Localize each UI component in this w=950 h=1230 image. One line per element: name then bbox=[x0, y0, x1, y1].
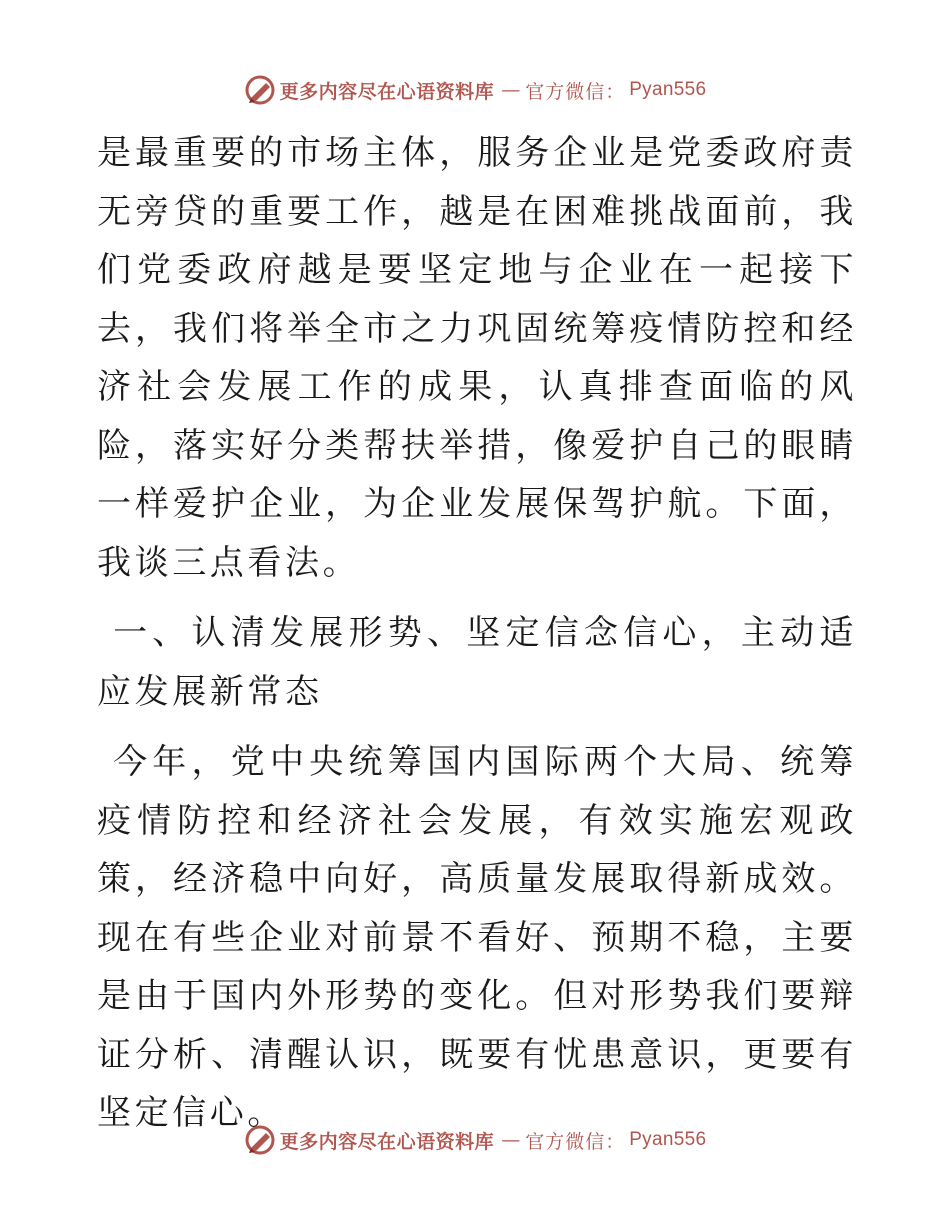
body-paragraph-2: 今年，党中央统筹国内国际两个大局、统筹疫情防控和经济社会发展，有效实施宏观政策，经济稳中向好，高质量发展取得新成效。现在有些企业对前景不看好、预期不稳，主要是由于国内外形势的变化。但对形势我们要辩证分析、清醒认识，既要有忧患意识，更要有坚定信心。 bbox=[97, 742, 857, 1133]
footer-wechat-id: Pyan556 bbox=[629, 1129, 707, 1150]
header-separator: — bbox=[501, 79, 519, 101]
footer-wechat-label: 官方微信： bbox=[525, 1130, 626, 1153]
header-brand: 更多内容尽在心语资料库 bbox=[279, 80, 495, 103]
footer-brand: 更多内容尽在心语资料库 bbox=[279, 1130, 495, 1153]
header-wechat-id: Pyan556 bbox=[629, 79, 707, 100]
header-banner bbox=[0, 70, 950, 110]
body-paragraph-1: 是最重要的市场主体，服务企业是党委政府责无旁贷的重要工作，越是在困难挑战面前，我们党委政府越是要坚定地与企业在一起接下去，我们将举全市之力巩固统筹疫情防控和经济社会发展工作的成果，认真排查面临的风险，落实好分类帮扶举措，像爱护自己的眼睛一样爱护企业，为企业发展保驾护航。下面，我谈三点看法。 bbox=[97, 133, 857, 583]
footer-banner bbox=[0, 1120, 950, 1160]
footer-separator: — bbox=[501, 1129, 519, 1151]
red-pen-circle-icon bbox=[244, 74, 276, 106]
document-body bbox=[97, 124, 857, 1143]
red-pen-circle-icon bbox=[244, 1124, 276, 1156]
section-heading-1: 一、认清发展形势、坚定信念信心，主动适应发展新常态 bbox=[97, 613, 857, 712]
header-wechat-label: 官方微信： bbox=[525, 80, 626, 103]
